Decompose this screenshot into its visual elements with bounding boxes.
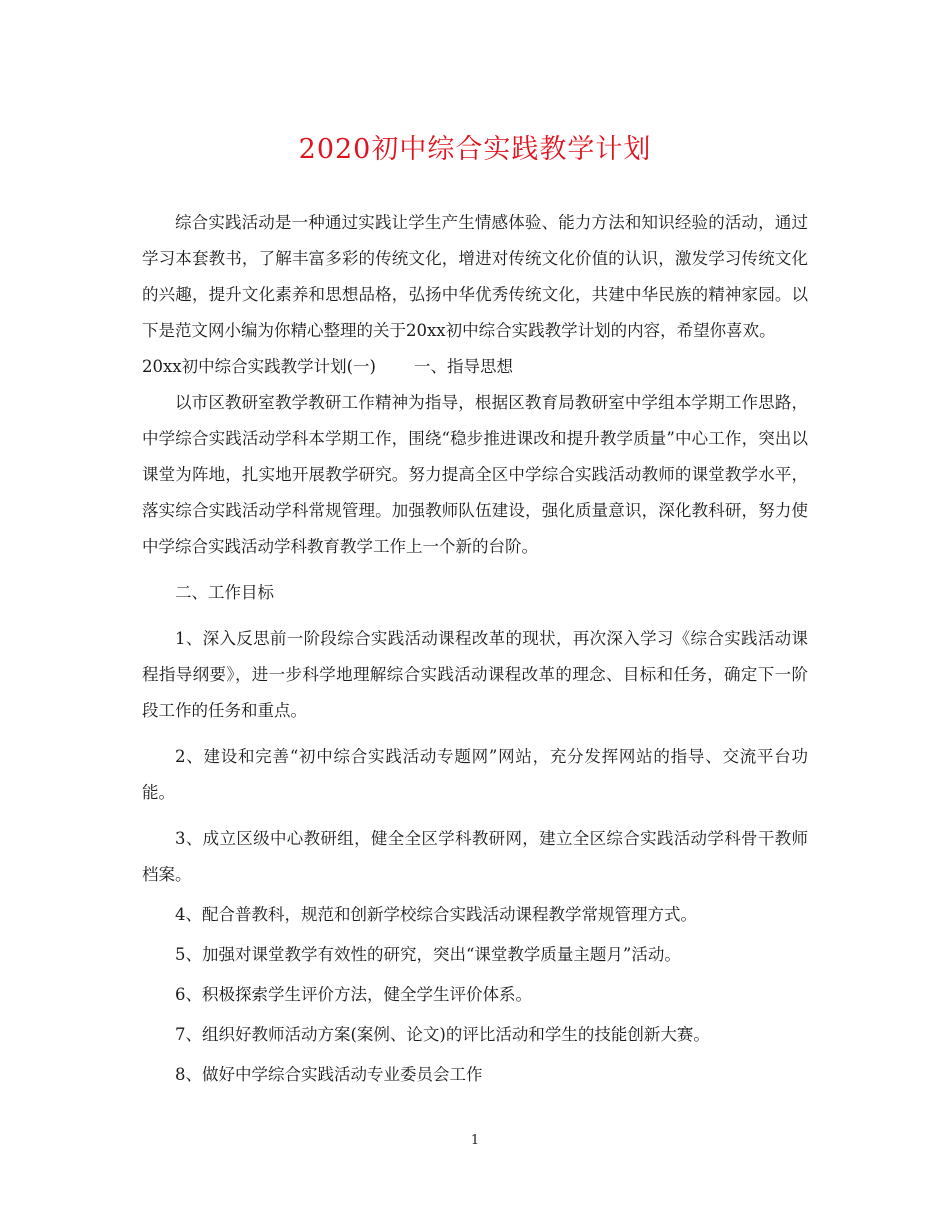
- goal-item: 6、积极探索学生评价方法，健全学生评价体系。: [175, 985, 532, 1004]
- goal-item: 8、做好中学综合实践活动专业委员会工作: [175, 1065, 483, 1084]
- section-heading-guiding-thought: 一、指导思想: [413, 357, 513, 376]
- page-number: 1: [470, 1133, 480, 1148]
- guiding-thought-paragraph: 以市区教研室教学教研工作精神为指导，根据区教育局教研室中学组本学期工作思路，中学综合实践活动学科本学期工作，围绕“稳步推进课改和提升教学质量”中心工作，突出以课堂为阵地，扎实地开展教学研究。努力提高全区中学综合实践活动教师的课堂教学水平，落实综合实践活动学科常规管理。加强教师队伍建设，强化质量意识，深化教科研，努力使中学综合实践活动学科教育教学工作上一个新的台阶。: [142, 393, 808, 556]
- document-body: [142, 205, 808, 1093]
- goal-item: 2、建设和完善“初中综合实践活动专题网”网站，充分发挥网站的指导、交流平台功能。: [142, 747, 808, 802]
- section-heading-work-goals: 二、工作目标: [175, 583, 274, 602]
- document-title: 2020初中综合实践教学计划: [298, 134, 652, 165]
- goal-item: 4、配合普教科，规范和创新学校综合实践活动课程教学常规管理方式。: [175, 905, 697, 924]
- goal-item: 7、组织好教师活动方案(案例、论文)的评比活动和学生的技能创新大赛。: [175, 1025, 710, 1044]
- plan-subheading: 20xx初中综合实践教学计划(一): [142, 357, 376, 376]
- intro-paragraph: 综合实践活动是一种通过实践让学生产生情感体验、能力方法和知识经验的活动，通过学习本套教书，了解丰富多彩的传统文化，增进对传统文化价值的认识，激发学习传统文化的兴趣，提升文化素养和思想品格，弘扬中华优秀传统文化，共建中华民族的精神家园。以下是范文网小编为你精心整理的关于20xx初中综合实践教学计划的内容，希望你喜欢。: [142, 213, 808, 340]
- subheading-line: [142, 349, 808, 385]
- goal-item: 3、成立区级中心教研组，健全全区学科教研网，建立全区综合实践活动学科骨干教师档案。: [142, 829, 808, 884]
- goal-item: 1、深入反思前一阶段综合实践活动课程改革的现状，再次深入学习《综合实践活动课程指导纲要》，进一步科学地理解综合实践活动课程改革的理念、目标和任务，确定下一阶段工作的任务和重点。: [142, 629, 808, 720]
- goal-item: 5、加强对课堂教学有效性的研究，突出“课堂教学质量主题月”活动。: [175, 945, 681, 964]
